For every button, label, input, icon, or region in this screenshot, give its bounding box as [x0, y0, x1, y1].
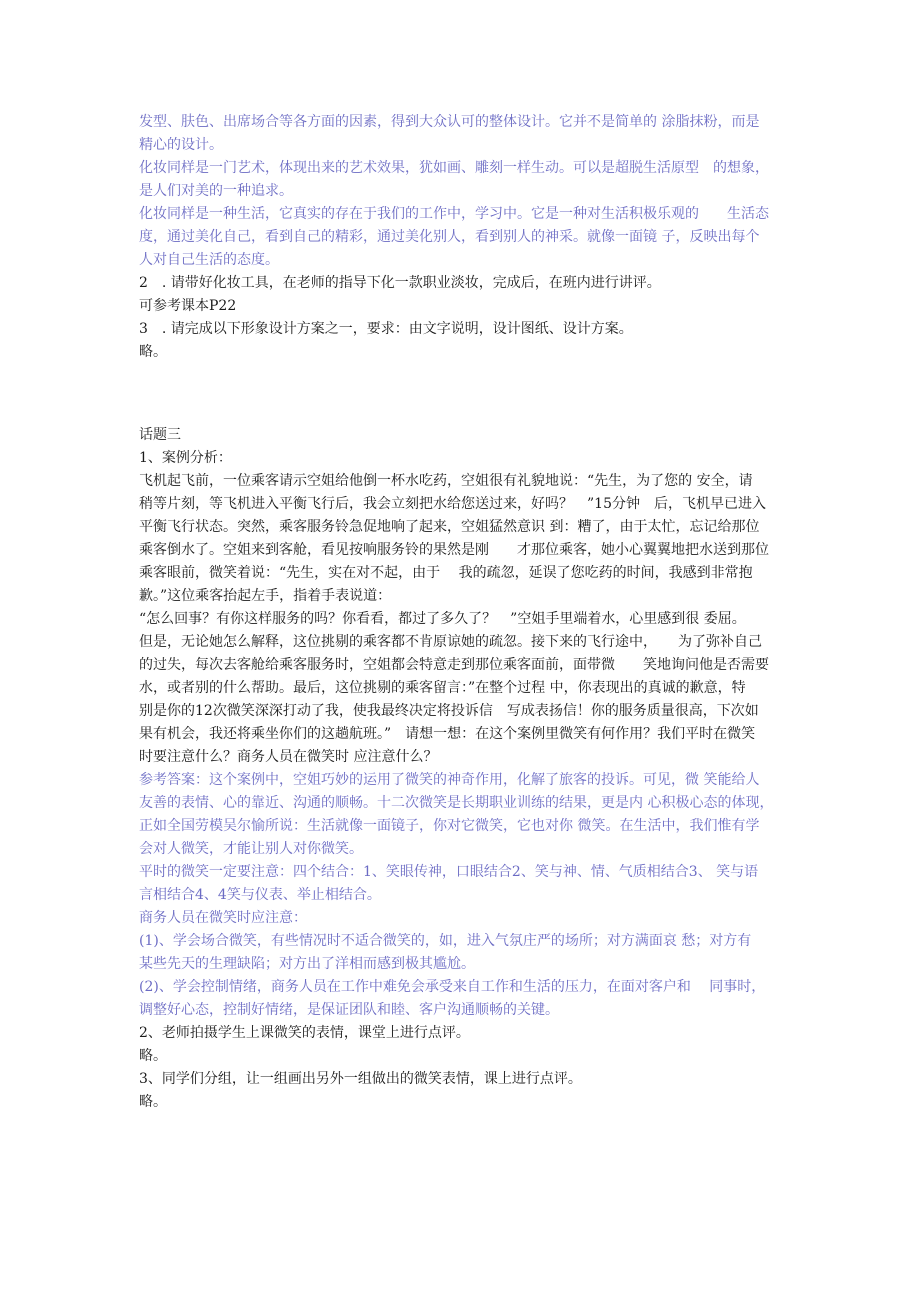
answer-line: (2)、学会控制情绪，商务人员在工作中难免会承受来自工作和生活的压力，在面对客户和 同事时，	[139, 979, 766, 995]
omitted-note: 略。	[139, 1048, 167, 1064]
answer-line: 商务人员在微笑时应注意：	[139, 910, 307, 926]
omitted-note: 略。	[139, 344, 167, 360]
case-line: 乘客倒水了。空姐来到客舱，看见按响服务铃的果然是刚 才那位乘客，她小心翼翼地把水送到那位	[139, 542, 769, 558]
case-line: 乘客眼前，微笑着说：“先生，实在对不起，由于 我的疏忽，延误了您吃药的时间，我感到非常抱	[139, 565, 753, 581]
case-line: “怎么回事？有你这样服务的吗？你看看，都过了多久了？ ”空姐手里端着水，心里感到很 委屈。	[139, 611, 746, 627]
case-line: 平衡飞行状态。突然，乘客服务铃急促地响了起来，空姐猛然意识 到：糟了，由于太忙，忘记给那位	[139, 519, 760, 535]
question-2: 2、老师拍摄学生上课微笑的表情，课堂上进行点评。	[139, 1025, 470, 1041]
makeup-section	[139, 111, 789, 364]
case-line: 的过失，每次去客舱给乘客服务时，空姐都会特意走到那位乘客面前，面带微 笑地询问他是否需要	[139, 657, 769, 673]
reference-note: 可参考课本P22	[139, 298, 237, 314]
case-line: 飞机起飞前，一位乘客请示空姐给他倒一杯水吃药，空姐很有礼貌地说：“先生，为了您的 安全，请	[139, 473, 753, 489]
answer-line: 平时的微笑一定要注意：四个结合：1、笑眼传神，口眼结合2、笑与神、情、气质相结合3、 笑与语	[139, 864, 759, 880]
paragraph-line: 度，通过美化自己，看到自己的精彩，通过美化别人，看到别人的神采。就像一面镜 子，反映出每个	[139, 229, 760, 245]
paragraph-line: 化妆同样是一门艺术，体现出来的艺术效果，犹如画、雕刻一样生动。可以是超脱生活原型 的想象，	[139, 160, 769, 176]
answer-line: 参考答案：这个案例中，空姐巧妙的运用了微笑的神奇作用，化解了旅客的投诉。可见，微 笑能给人	[139, 772, 760, 788]
paragraph-line: 化妆同样是一种生活，它真实的存在于我们的工作中，学习中。它是一种对生活积极乐观的 生活态	[139, 206, 769, 222]
case-line: 歉。”这位乘客抬起左手，指着手表说道：	[139, 588, 392, 604]
case-line: 但是，无论她怎么解释，这位挑剔的乘客都不肯原谅她的疏忽。接下来的飞行途中， 为了弥补自己	[139, 634, 762, 650]
case-line: 别是你的12次微笑深深打动了我，使我最终决定将投诉信 写成表扬信！你的服务质量很高，下次如	[139, 703, 759, 719]
answer-line: 言相结合4、4笑与仪表、举止相结合。	[139, 887, 381, 903]
omitted-note: 略。	[139, 1094, 167, 1110]
task-item-2: 2 . 请带好化妆工具，在老师的指导下化一款职业淡妆，完成后，在班内进行讲评。	[139, 275, 661, 291]
paragraph-line: 发型、肤色、出席场合等各方面的因素，得到大众认可的整体设计。它并不是简单的 涂脂抹粉，而是	[139, 114, 760, 130]
task-item-3: 3 . 请完成以下形象设计方案之一，要求：由文字说明，设计图纸、设计方案。	[139, 321, 633, 337]
case-line: 稍等片刻，等飞机进入平衡飞行后，我会立刻把水给您送过来，好吗？ ”15分钟 后，飞机早已进入	[139, 496, 766, 512]
answer-line: 友善的表情、心的靠近、沟通的顺畅。十二次微笑是长期职业训练的结果，更是内 心积极心态的体现，	[139, 795, 774, 811]
answer-line: 正如全国劳模吴尔愉所说：生活就像一面镜子，你对它微笑，它也对你 微笑。在生活中，我们惟有学	[139, 818, 760, 834]
paragraph-line: 人对自己生活的态度。	[139, 252, 279, 268]
question-3: 3、同学们分组，让一组画出另外一组做出的微笑表情，课上进行点评。	[139, 1071, 582, 1087]
question-1-title: 1、案例分析：	[139, 450, 232, 466]
answer-line: 调整好心态，控制好情绪，是保证团队和睦、客户沟通顺畅的关键。	[139, 1002, 559, 1018]
case-line: 水，或者别的什么帮助。最后，这位挑剔的乘客留言：”在整个过程 中，你表现出的真诚的歉意，特	[139, 680, 746, 696]
answer-line: (1)、学会场合微笑，有些情况时不适合微笑的，如，进入气氛庄严的场所；对方满面哀 愁；对方有	[139, 933, 752, 949]
answer-line: 会对人微笑，才能让别人对你微笑。	[139, 841, 363, 857]
case-line: 果有机会，我还将乘坐你们的这趟航班。” 请想一想：在这个案例里微笑有何作用？我们平时在微笑	[139, 726, 756, 742]
paragraph-line: 是人们对美的一种追求。	[139, 183, 293, 199]
topic-three-section	[139, 424, 789, 1114]
answer-line: 某些先天的生理缺陷；对方出了洋相而感到极其尴尬。	[139, 956, 475, 972]
paragraph-line: 精心的设计。	[139, 137, 223, 153]
case-line: 时要注意什么？商务人员在微笑时 应注意什么？	[139, 749, 438, 765]
section-heading: 话题三	[139, 427, 181, 443]
